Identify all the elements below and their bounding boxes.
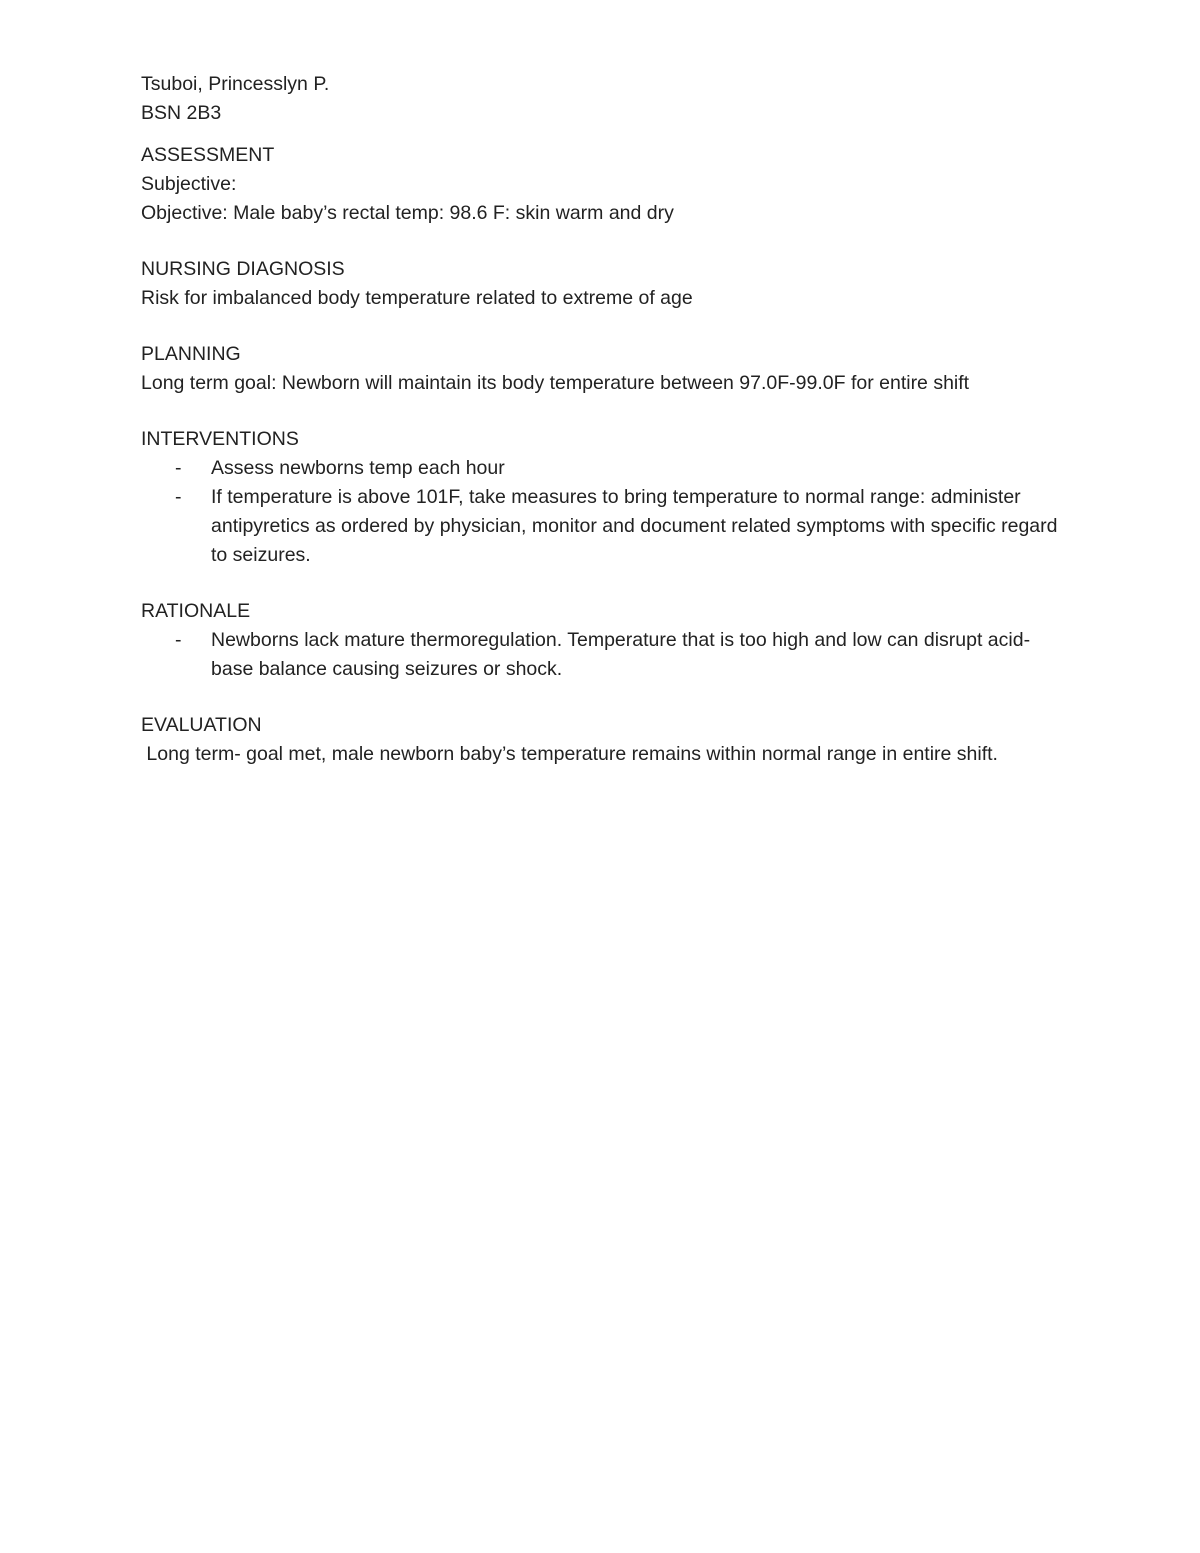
- list-item: [141, 626, 1071, 684]
- interventions-heading: INTERVENTIONS: [141, 428, 299, 450]
- assessment-objective: Objective: Male baby’s rectal temp: 98.6 F: skin warm and dry: [141, 202, 674, 224]
- evaluation-section: [141, 711, 1071, 769]
- planning-heading: PLANNING: [141, 343, 241, 365]
- list-item: [141, 454, 1071, 483]
- evaluation-heading: EVALUATION: [141, 714, 262, 736]
- bullet-dash: -: [175, 629, 182, 651]
- rationale-heading: RATIONALE: [141, 600, 251, 622]
- assessment-section: [141, 141, 1071, 228]
- student-name: Tsuboi, Princesslyn P.: [141, 73, 330, 95]
- rationale-list: [141, 626, 1071, 684]
- bullet-dash: -: [175, 486, 182, 508]
- list-item: [141, 483, 1071, 570]
- list-item-text: If temperature is above 101F, take measures to bring temperature to normal range: administer antipyretics as ordered by physician, monitor and document related symptoms with specific regard to seizures.: [211, 486, 1058, 566]
- planning-section: [141, 340, 1071, 398]
- rationale-section: [141, 597, 1071, 684]
- assessment-subjective: Subjective:: [141, 173, 237, 195]
- evaluation-text: Long term- goal met, male newborn baby’s temperature remains within normal range in entire shift.: [141, 743, 998, 765]
- list-item-text: Newborns lack mature thermoregulation. Temperature that is too high and low can disrupt acid-base balance causing seizures or shock.: [211, 629, 1031, 680]
- bullet-dash: -: [175, 457, 182, 479]
- student-class: BSN 2B3: [141, 102, 222, 124]
- planning-text: Long term goal: Newborn will maintain its body temperature between 97.0F-99.0F for entire shift: [141, 372, 970, 394]
- interventions-list: [141, 454, 1071, 570]
- diagnosis-heading: NURSING DIAGNOSIS: [141, 258, 345, 280]
- assessment-heading: ASSESSMENT: [141, 144, 275, 166]
- interventions-section: [141, 425, 1071, 570]
- diagnosis-section: [141, 255, 1071, 313]
- list-item-text: Assess newborns temp each hour: [211, 457, 505, 479]
- document-page: [141, 70, 1071, 769]
- document-header: [141, 70, 1071, 128]
- diagnosis-text: Risk for imbalanced body temperature related to extreme of age: [141, 287, 693, 309]
